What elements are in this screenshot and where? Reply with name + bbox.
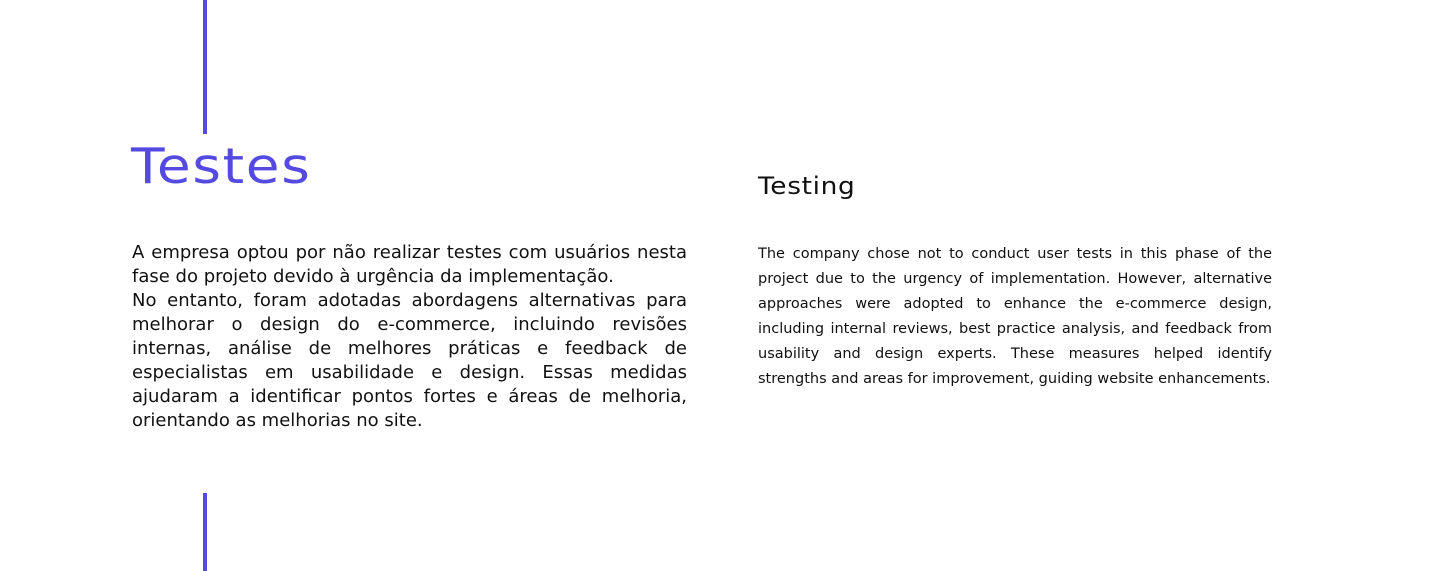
portuguese-section-title: Testes	[131, 138, 312, 195]
portuguese-paragraph-1: A empresa optou por não realizar testes com usuários nesta fase do projeto devido à urgência da implementação.	[132, 242, 687, 287]
english-section-title: Testing	[758, 172, 856, 200]
portuguese-paragraph-2: No entanto, foram adotadas abordagens alternativas para melhorar o design do e-commerce, incluindo revisões internas, análise de melhores práticas e feedback de especialistas em usabilidade e design. Essas medidas ajudaram a identificar pontos fortes e áreas de melhoria, orientando as melhorias no site.	[132, 290, 687, 431]
portuguese-body-text	[132, 241, 687, 433]
english-body-text: The company chose not to conduct user tests in this phase of the project due to the urgency of implementation. However, alternative approaches were adopted to enhance the e-commerce design, including internal reviews, best practice analysis, and feedback from usability and design experts. These measures helped identify strengths and areas for improvement, guiding website enhancements.	[758, 246, 1272, 387]
top-accent-line	[203, 0, 207, 134]
bottom-accent-line	[203, 493, 207, 571]
